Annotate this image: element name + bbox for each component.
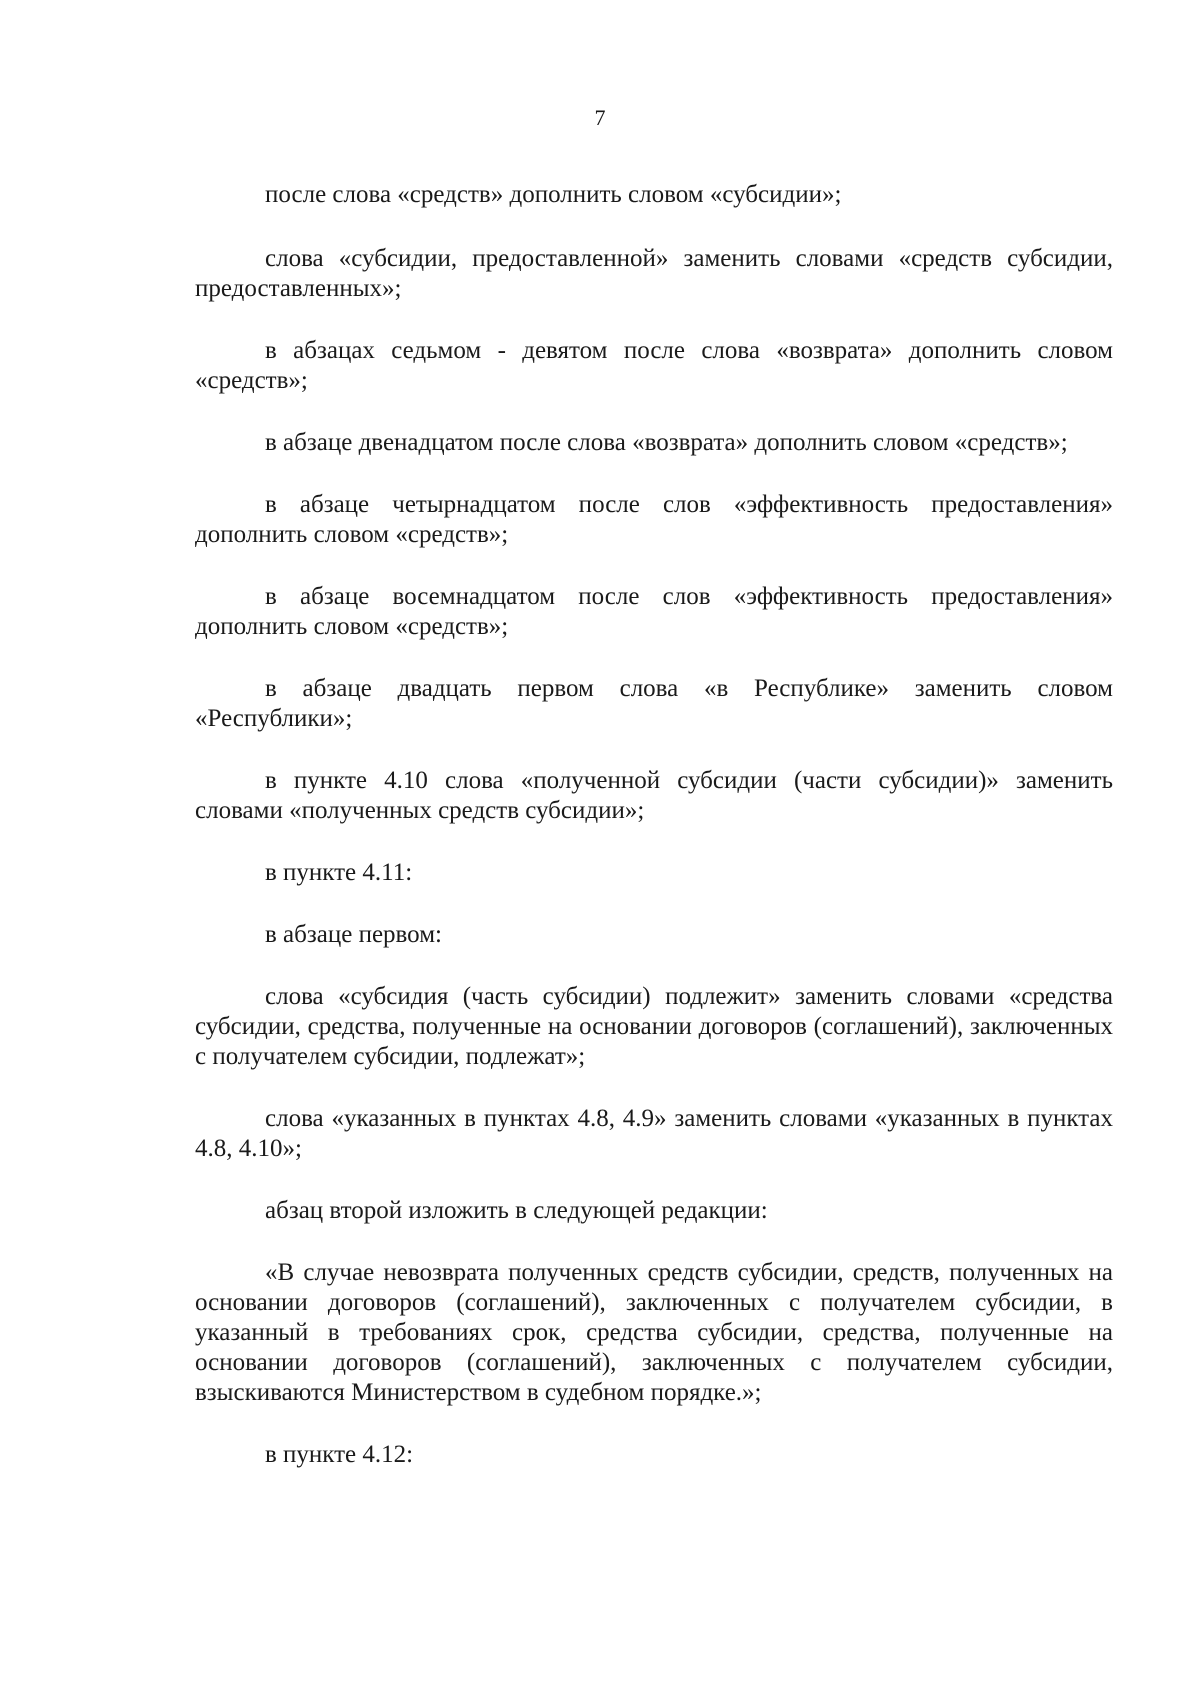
paragraph: слова «субсидия (часть субсидии) подлежит» заменить словами «средства субсидии, средства, полученные на основании договоров (соглашений), заключенных с получателем субсидии, подлежат»;	[195, 983, 1113, 1070]
paragraph: в абзацах седьмом - девятом после слова «возврата» дополнить словом «средств»;	[195, 337, 1113, 394]
document-body	[195, 180, 1113, 1502]
paragraph: в абзаце первом:	[265, 921, 442, 948]
paragraph: абзац второй изложить в следующей редакции:	[265, 1197, 768, 1224]
paragraph: слова «указанных в пунктах 4.8, 4.9» заменить словами «указанных в пунктах 4.8, 4.10»;	[195, 1105, 1113, 1162]
paragraph: в абзаце двадцать первом слова «в Республике» заменить словом «Республики»;	[195, 675, 1113, 732]
paragraph: в абзаце восемнадцатом после слов «эффективность предоставления» дополнить словом «средств»;	[195, 583, 1113, 640]
paragraph: в пункте 4.12:	[265, 1441, 414, 1468]
paragraph: в абзаце четырнадцатом после слов «эффективность предоставления» дополнить словом «средств»;	[195, 491, 1113, 548]
paragraph: в пункте 4.10 слова «полученной субсидии (части субсидии)» заменить словами «полученных средств субсидии»;	[195, 767, 1113, 824]
page-number: 7	[594, 105, 606, 130]
paragraph: в абзаце двенадцатом после слова «возврата» дополнить словом «средств»;	[265, 429, 1068, 456]
paragraph: слова «субсидии, предоставленной» заменить словами «средств субсидии, предоставленных»;	[195, 245, 1113, 302]
paragraph: в пункте 4.11:	[265, 859, 413, 886]
paragraph: после слова «средств» дополнить словом «субсидии»;	[265, 181, 842, 208]
paragraph: «В случае невозврата полученных средств субсидии, средств, полученных на основании договоров (соглашений), заключенных с получателем субсидии, в указанный в требованиях срок, средства субсидии, средства, полученные на основании договоров (соглашений), заключенных с получателем субсидии, взыскиваются Министерством в судебном порядке.»;	[195, 1259, 1113, 1406]
